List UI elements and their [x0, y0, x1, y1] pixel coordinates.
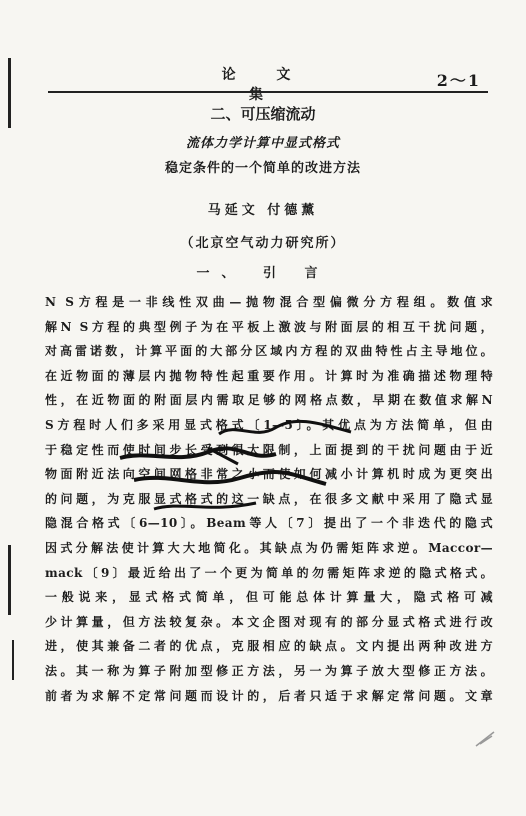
- body-line: S方程时人们多采用显式格式〔1—5〕。其优点为方法简单，但由: [45, 417, 493, 432]
- body-line: 隐混合格式〔6—10〕。Beam等人〔7〕提出了一个非迭代的隐式: [45, 516, 493, 531]
- body-line: 于稳定性而使时间步长受到很大限制，上面提到的干扰问题由于近: [45, 442, 493, 457]
- body-line: 性，在近物面的附面层内需取足够的网格点数，早期在数值求解N: [45, 393, 493, 408]
- section-title: 二、可压缩流动: [210, 105, 316, 123]
- body-line: mack〔9〕最近给出了一个更为简单的勿需矩阵求逆的隐式格式。: [45, 565, 493, 580]
- body-line: 物面附近法向空间网格非常之小而使如何减小计算机时成为更突出: [45, 467, 493, 482]
- running-header: 论 文 集: [221, 67, 309, 103]
- body-line: 一般说来，显式格式简单，但可能总体计算量大，隐式格可减: [45, 590, 493, 605]
- body-line: 对高雷诺数，计算平面的大部分区域内方程的双曲特性占主导地位。: [45, 344, 493, 359]
- page-number: 2～1: [436, 71, 481, 90]
- body-line: 法。其一称为算子附加型修正方法，另一为算子放大型修正方法。: [45, 663, 493, 678]
- paper-title-line2: 稳定条件的一个简单的改进方法: [164, 161, 361, 176]
- body-line: 前者为求解不定常问题而设计的，后者只适于求解定常问题。文章: [45, 688, 493, 703]
- pen-mark: [474, 728, 498, 748]
- body-line: 在近物面的薄层内抛物特性起重要作用。计算时为准确描述物理特: [45, 368, 493, 383]
- body-line: 的问题，为克服显式格式的这一缺点，在很多文献中采用了隐式显: [45, 491, 493, 506]
- body-line: N S方程是一非线性双曲—抛物混合型偏微分方程组。数值求: [45, 295, 493, 309]
- paper-title-line1: 流体力学计算中显式格式: [185, 136, 340, 151]
- body-line: 因式分解法使计算大大地简化。其缺点为仍需矩阵求逆。Maccor—: [45, 540, 493, 555]
- body-text: [45, 290, 493, 708]
- margin-mark: [8, 545, 11, 615]
- body-line: 解N S方程的典型例子为在平板上激波与附面层的相互干扰问题，: [45, 319, 493, 334]
- affiliation: （北京空气动力研究所）: [180, 236, 346, 251]
- authors: 马延文 付德薰: [207, 203, 319, 218]
- body-line: 少计算量，但方法较复杂。本文企图对现有的部分显式格式进行改: [45, 614, 493, 629]
- header-rule: [48, 91, 488, 93]
- margin-mark: [12, 640, 14, 680]
- body-line: 进，使其兼备二者的优点，克服相应的缺点。文内提出两种改进方: [45, 639, 493, 654]
- intro-heading: 一、 引 言: [196, 266, 330, 281]
